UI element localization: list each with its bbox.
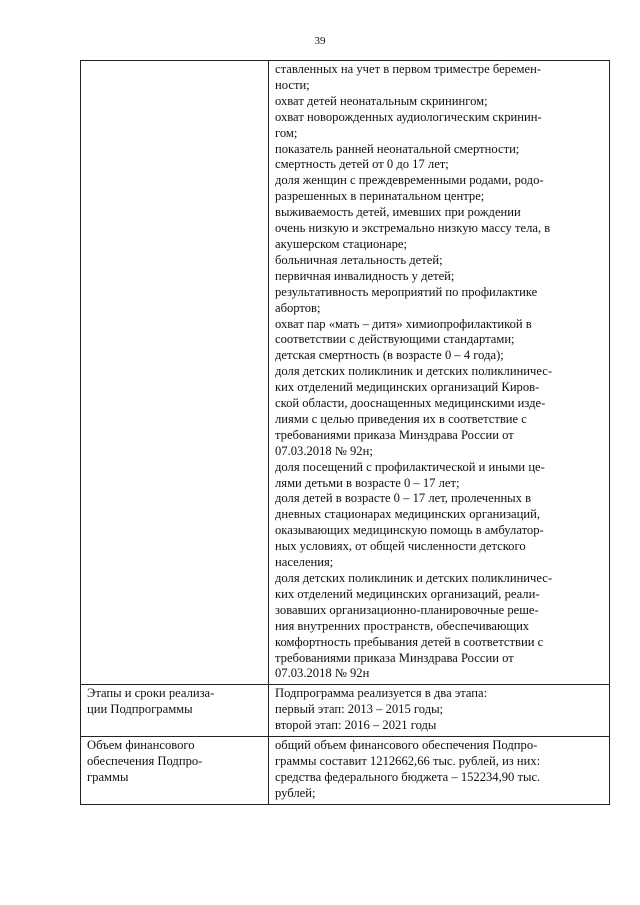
content-line: результативность мероприятий по профилактике <box>275 284 538 299</box>
content-line: зовавших организационно-планировочные реше- <box>275 602 539 617</box>
row-label-cell <box>81 685 269 737</box>
content-line: требованиями приказа Минздрава России от <box>275 427 514 442</box>
content-line: ставленных на учет в первом триместре беремен- <box>275 62 542 76</box>
content-line: показатель ранней неонатальной смертности; <box>275 141 520 156</box>
label-line: граммы <box>87 769 129 784</box>
table-row <box>81 61 610 685</box>
content-line: доля посещений с профилактической и иными це- <box>275 459 545 474</box>
content-line: ных условиях, от общей численности детского <box>275 539 526 554</box>
content-line: акушерском стационаре; <box>275 236 407 251</box>
content-line: первичная инвалидность у детей; <box>275 268 455 283</box>
content-line: населения; <box>275 555 334 570</box>
content-line: первый этап: 2013 – 2015 годы; <box>275 702 444 717</box>
content-line: средства федерального бюджета – 152234,90 тыс. <box>275 769 541 784</box>
content-line: больничная летальность детей; <box>275 252 443 267</box>
content-line: абортов; <box>275 300 321 315</box>
table-row <box>81 685 610 737</box>
label-line: Объем финансового <box>87 738 195 753</box>
content-line: выживаемость детей, имевших при рождении <box>275 205 521 220</box>
table-row <box>81 737 610 805</box>
content-line: общий объем финансового обеспечения Подпро- <box>275 738 538 753</box>
content-line: доля женщин с преждевременными родами, родо- <box>275 173 544 188</box>
content-line: смертность детей от 0 до 17 лет; <box>275 157 449 172</box>
passport-table <box>80 60 610 805</box>
content-line: Подпрограмма реализуется в два этапа: <box>275 686 488 701</box>
content-line: оказывающих медицинскую помощь в амбулатор- <box>275 523 544 538</box>
content-line: ких отделений медицинских организаций Киров- <box>275 380 540 395</box>
content-line: доля детей в возрасте 0 – 17 лет, пролеченных в <box>275 491 532 506</box>
row-content-cell <box>269 737 610 805</box>
content-line: ких отделений медицинских организаций, реали- <box>275 586 540 601</box>
content-line: 07.03.2018 № 92н; <box>275 443 373 458</box>
content-line: охват пар «мать – дитя» химиопрофилактикой в <box>275 316 532 331</box>
row-content-cell <box>269 685 610 737</box>
content-line: охват детей неонатальным скринингом; <box>275 93 488 108</box>
label-line: обеспечения Подпро- <box>87 753 203 768</box>
content-line: дневных стационарах медицинских организаций, <box>275 507 541 522</box>
content-line: доля детских поликлиник и детских поликлиничес- <box>275 571 553 585</box>
row-label-cell <box>81 61 269 685</box>
content-line: лями детьми в возрасте 0 – 17 лет; <box>275 475 460 490</box>
row-label-cell <box>81 737 269 805</box>
content-line: охват новорожденных аудиологическим скринин- <box>275 109 542 124</box>
content-line: граммы составит 1212662,66 тыс. рублей, из них: <box>275 753 541 768</box>
content-line: ской области, дооснащенных медицинскими изде- <box>275 396 546 411</box>
content-line: второй этап: 2016 – 2021 годы <box>275 718 437 733</box>
content-line: доля детских поликлиник и детских поликлиничес- <box>275 364 553 379</box>
label-line: Этапы и сроки реализа- <box>87 686 215 701</box>
content-line: разрешенных в перинатальном центре; <box>275 189 485 204</box>
content-line: комфортность пребывания детей в соответствии с <box>275 634 544 649</box>
content-line: лиями с целью приведения их в соответствие с <box>275 411 527 426</box>
content-line: требованиями приказа Минздрава России от <box>275 650 514 665</box>
content-line: ния внутренних пространств, обеспечивающих <box>275 618 530 633</box>
content-line: гом; <box>275 125 298 140</box>
content-line: рублей; <box>275 785 316 800</box>
content-line: соответствии с действующими стандартами; <box>275 332 515 347</box>
content-line: детская смертность (в возрасте 0 – 4 года); <box>275 348 504 363</box>
label-line: ции Подпрограммы <box>87 702 193 717</box>
row-content-cell <box>269 61 610 685</box>
page-number: 39 <box>314 35 326 47</box>
content-line: очень низкую и экстремально низкую массу тела, в <box>275 221 551 236</box>
content-line: ности; <box>275 77 310 92</box>
content-line: 07.03.2018 № 92н <box>275 666 370 681</box>
